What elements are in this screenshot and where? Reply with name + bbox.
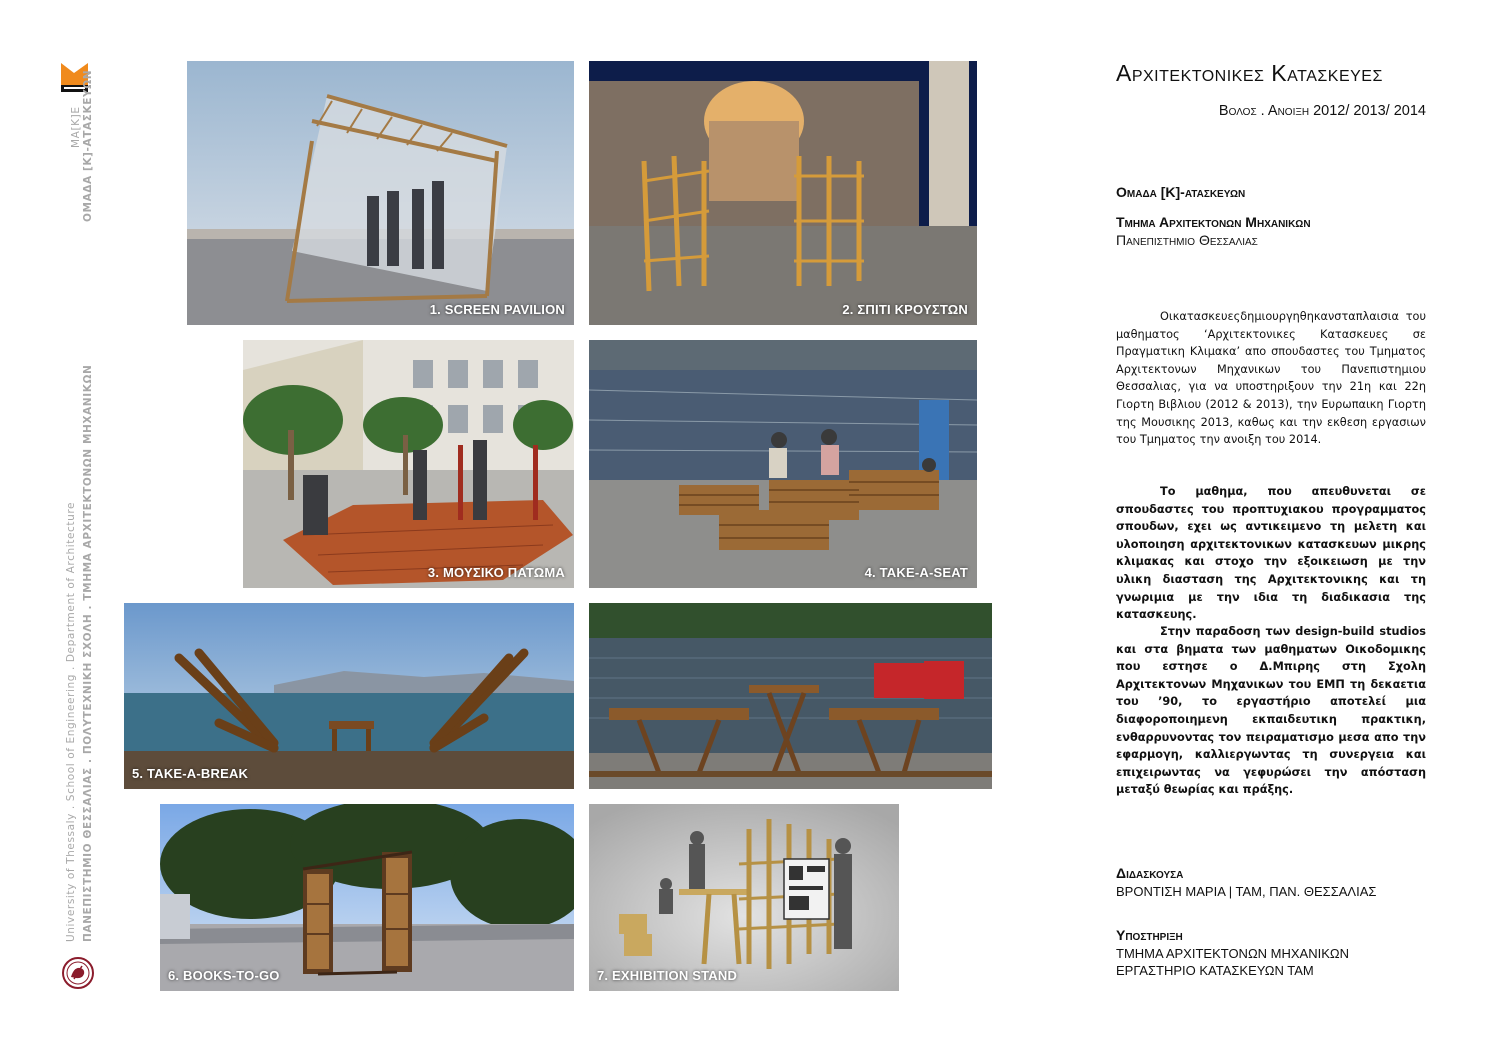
university-line: University of Thessaly . School of Engineering . Department of Architecture (65, 501, 77, 942)
support-label: Υποστηριξη (1116, 927, 1183, 943)
teacher-value: ΒΡΟΝΤΙΣΗ ΜΑΡΙΑ | ΤΑΜ, ΠΑΝ. ΘΕΣΣΑΛΙΑΣ (1116, 884, 1377, 899)
photo-caption: 1. SCREEN PAVILION (429, 302, 565, 317)
page-subtitle: Βολος . Ανοιξη 2012/ 2013/ 2014 (1218, 103, 1426, 119)
university-greek-line: ΠΑΝΕΠΙΣΤΗΜΙΟ ΘΕΣΣΑΛΙΑΣ . ΠΟΛΥΤΕΧΝΙΚΗ ΣΧΟΛΗ . ΤΜΗΜΑ ΑΡΧΙΤΕΚΤΟΝΩΝ ΜΗΧΑΝΙΚΩΝ (82, 364, 94, 942)
department-name: Τμημα Αρχιτεκτονων Μηχανικων (1116, 214, 1311, 230)
paragraph-tradition: Στην παραδοση των design-build studios και στα βηματα των μαθηματων Οικοδομικης που εστησε ο Δ.Μπιρης στη Σχολη Αρχιτεκτονων Μηχανικων του ΕΜΠ τη δεκαετια του ’90, το εργαστήριο αποτελεί μια διαφοροποιημενη εκπαιδευτικη πρακτικη, ενθαρρυνοντας τον πειραματισμο μεσα απο την εφαρμογη, καλλιεργωντας τη συνεργεια και επιχειρωντας να γεφυρώσει την απόσταση μεταξύ θεωρίας και πράξης. (1116, 625, 1426, 797)
support-value-2: ΕΡΓΑΣΤΗΡΙΟ ΚΑΤΑΣΚΕΥΩΝ ΤΑΜ (1116, 963, 1314, 978)
photo-take-a-break (124, 603, 574, 789)
paragraph-intro: Οικατασκευεςδημιουργηθηκανσταπλαισια του μαθηματος ‘Αρχιτεκτονικες Κατασκευες σε Πραγματικη Κλιμακα’ απο σπουδαστες του Τμηματος Αρχιτεκτονων Μηχανικων του Πανεπιστημιου Θεσσαλιας, για να υποστηριξουν την 21η και 22η Γιορτη Βιβλιου (2012 & 2013), την Ευρωπαικη Γιορτη της Μουσικης 2013, καθως και την εκθεση εργασιων του Τμηματος την ανοιξη του 2014. (1116, 310, 1426, 447)
photo-mousiko-patoma (243, 340, 574, 588)
photo-caption: 3. ΜΟΥΣΙΚΟ ΠΑΤΩΜΑ (427, 565, 565, 580)
paragraph-course: Το μαθημα, που απευθυνεται σε σπουδαστες του προπτυχιακου προγραμματος σπουδων, εχει ως αντικειμενο τη μελετη και υλοποιηση αρχιτεκτονικων κατασκευων μικρης κλιμακας και στοχο την εξοικειωση με την υλικη διασταση της Αρχιτεκτονικης και τη γνωριμια με την ιδια τη διαδικασια της κατασκευης. (1116, 485, 1426, 622)
photo-caption: 6. BOOKS-TO-GO (168, 968, 280, 983)
support-value-1: ΤΜΗΜΑ ΑΡΧΙΤΕΚΤΟΝΩΝ ΜΗΧΑΝΙΚΩΝ (1116, 946, 1350, 961)
group-name: Ομαδα [Κ]-ατασκευων (1116, 184, 1246, 200)
photo-caption: 7. EXHIBITION STAND (597, 968, 738, 983)
photo-caption: 2. ΣΠΙΤΙ ΚΡΟΥΣΤΩΝ (842, 302, 968, 317)
university-seal-icon (62, 957, 94, 989)
photo-caption: 5. TAKE-A-BREAK (132, 766, 249, 781)
photo-take-a-seat (589, 340, 977, 588)
page-title: Αρχιτεκτονικες Κατασκευες (1116, 60, 1383, 86)
photo-screen-pavilion (187, 61, 574, 325)
teacher-label: Διδασκουσα (1116, 865, 1184, 881)
university-name: Πανεπιστημιο Θεσσαλιας (1116, 232, 1258, 248)
photo-picnic-tables (589, 603, 992, 789)
photo-caption: 4. TAKE-A-SEAT (864, 565, 968, 580)
photo-books-to-go (160, 804, 574, 991)
photo-exhibition-stand (589, 804, 899, 991)
photo-spiti-krouston (589, 61, 977, 325)
make-label: MA[K]E (70, 106, 82, 148)
group-label: ΟΜΑΔΑ [Κ]-ΑΤΑΣΚΕΥΩΝ (82, 69, 94, 222)
